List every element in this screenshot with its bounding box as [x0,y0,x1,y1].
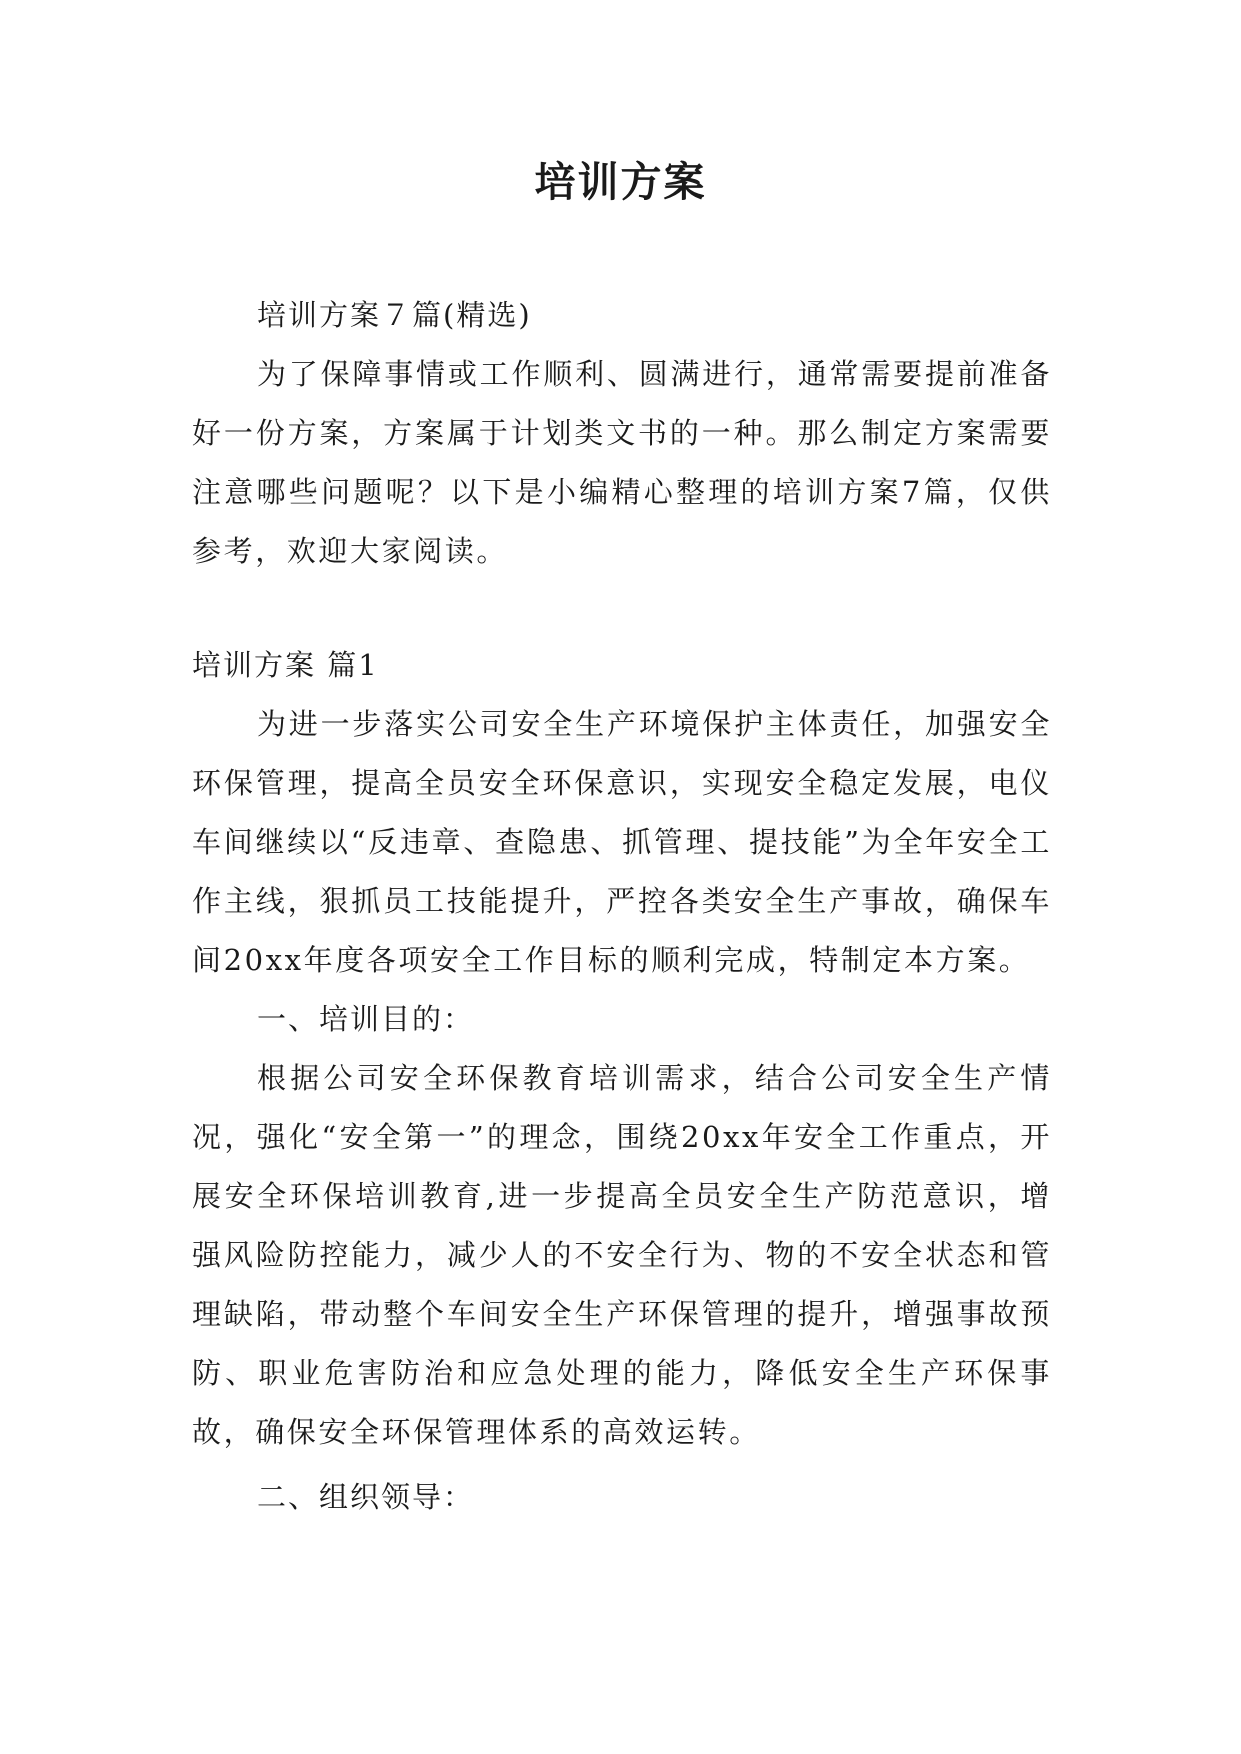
intro-paragraph: 为了保障事情或工作顺利、圆满进行，通常需要提前准备好一份方案，方案属于计划类文书的一种。那么制定方案需要注意哪些问题呢？以下是小编精心整理的培训方案7篇，仅供参考，欢迎大家阅读。 [192,357,1052,568]
document-subtitle: 培训方案７篇(精选) [257,298,532,332]
subsection-heading-purpose: 一、培训目的： [257,1002,475,1036]
document-body [192,286,1052,1527]
document-title: 培训方案 [534,158,707,206]
subsection-heading-leadership: 二、组织领导： [257,1480,475,1514]
section-heading: 培训方案 篇1 [192,648,379,682]
section-gap [192,581,1052,636]
section-paragraph-1: 为进一步落实公司安全生产环境保护主体责任，加强安全环保管理，提高全员安全环保意识，实现安全稳定发展，电仪车间继续以“反违章、查隐患、抓管理、提技能”为全年安全工作主线，狠抓员工技能提升，严控各类安全生产事故，确保车间20xx年度各项安全工作目标的顺利完成，特制定本方案。 [192,707,1052,977]
section-paragraph-2: 根据公司安全环保教育培训需求，结合公司安全生产情况，强化“安全第一”的理念，围绕20xx年安全工作重点，开展安全环保培训教育,进一步提高全员安全生产防范意识，增强风险防控能力，减少人的不安全行为、物的不安全状态和管理缺陷，带动整个车间安全生产环保管理的提升，增强事故预防、职业危害防治和应急处理的能力，降低安全生产环保事故，确保安全环保管理体系的高效运转。 [192,1061,1052,1449]
